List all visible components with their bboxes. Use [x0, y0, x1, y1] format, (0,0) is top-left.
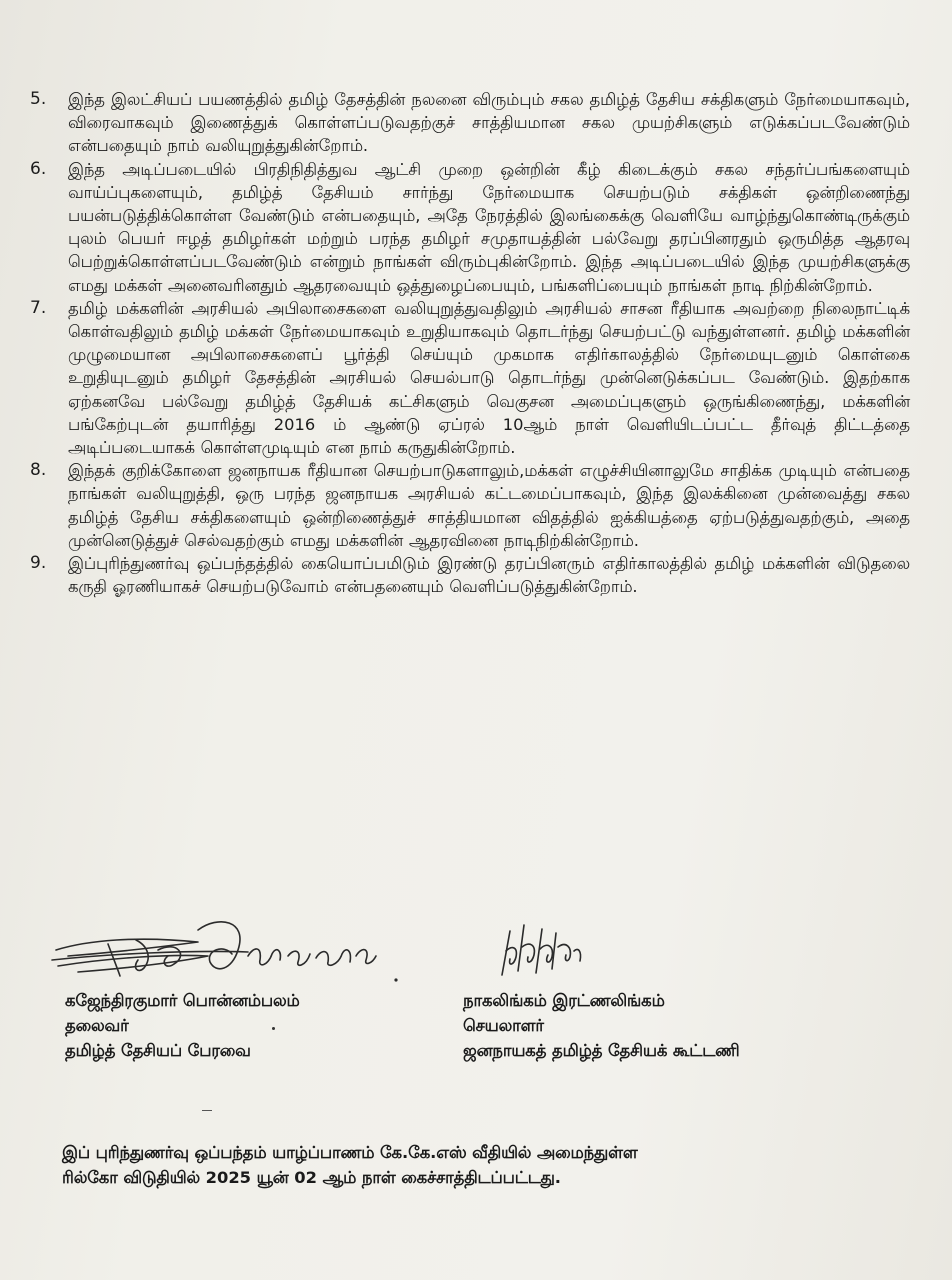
clause-number: 7.	[30, 297, 47, 318]
clause-item	[30, 552, 910, 598]
clause-number: 8.	[30, 460, 47, 481]
clause-item	[30, 158, 910, 297]
left-signatory-role: தலைவர்	[65, 1016, 129, 1035]
right-signature-image	[494, 917, 586, 983]
signature-section	[0, 905, 952, 1085]
right-signatory-role: செயலாளர்	[463, 1016, 544, 1035]
left-signatory-name: கஜேந்திரகுமார் பொன்னம்பலம்	[65, 991, 300, 1010]
clause-text: இந்தக் குறிக்கோளை ஜனநாயக ரீதியான செயற்பாடுகளாலும்,மக்கள் எழுச்சியினாலுமே சாதிக்க முடியும் என்பதை நாங்கள் வலியுறுத்தி, ஒரு பரந்த ஜனநாயக அரசியல் கட்டமைப்பாகவும், இந்த இலக்கினை முன்வைத்து சகல தமிழ்த் தேசிய சக்திகளையும் ஒன்றிணைத்துச் சாத்தியமான விதத்தில் ஐக்கியத்தை ஏற்படுத்துவதற்கும், அதை முன்னெடுத்துச் செல்வதற்கும் எமது மக்களின் ஆதரவினை நாடிநிற்கின்றோம்.	[68, 461, 910, 550]
right-signatory-organization: ஜனநாயகத் தமிழ்த் தேசியக் கூட்டணி	[463, 1041, 740, 1060]
clause-text: இப்புரிந்துணர்வு ஒப்பந்தத்தில் கையொப்பமிடும் இரண்டு தரப்பினரும் எதிர்காலத்தில் தமிழ் மக்களின் விடுதலை கருதி ஓரணியாகச் செயற்படுவோம் என்பதனையும் வெளிப்படுத்துகின்றோம்.	[68, 554, 910, 597]
clause-text: இந்த இலட்சியப் பயணத்தில் தமிழ் தேசத்தின் நலனை விரும்பும் சகல தமிழ்த் தேசிய சக்திகளும் நேர்மையாகவும், விரைவாகவும் இணைத்துக் கொள்ளப்படுவதற்குச் சாத்தியமான சகல முயற்சிகளும் எடுக்கப்படவேண்டும் என்பதையும் நாம் வலியுறுத்துகின்றோம்.	[68, 90, 910, 156]
clause-number: 9.	[30, 553, 47, 574]
left-signatory-organization: தமிழ்த் தேசியப் பேரவை	[65, 1041, 251, 1060]
clause-item	[30, 297, 910, 459]
right-signatory	[463, 988, 739, 1063]
stray-mark	[272, 1027, 275, 1030]
left-signature-image	[48, 910, 408, 990]
left-signatory	[65, 988, 300, 1063]
clause-text: இந்த அடிப்படையில் பிரதிநிதித்துவ ஆட்சி முறை ஒன்றின் கீழ் கிடைக்கும் சகல சந்தர்ப்பங்களையும் வாய்ப்புகளையும், தமிழ்த் தேசியம் சார்ந்து நேர்மையாக செயற்படும் சக்திகள் ஒன்றிணைந்து பயன்படுத்திக்கொள்ள வேண்டும் என்பதையும், அதே நேரத்தில் இலங்கைக்கு வெளியே வாழ்ந்துகொண்டிருக்கும் புலம் பெயர் ஈழத் தமிழர்கள் மற்றும் பரந்த தமிழர் சமுதாயத்தின் பல்வேறு தரப்பினரதும் ஒருமித்த ஆதரவு பெற்றுக்கொள்ளப்படவேண்டும் என்றும் நாங்கள் விரும்புகின்றோம். இந்த அடிப்படையில் இந்த முயற்சிகளுக்கு எமது மக்கள் அனைவரினதும் ஆதரவையும் ஒத்துழைப்பையும், பங்களிப்பையும் நாங்கள் நாடி நிற்கின்றோம்.	[68, 159, 910, 295]
right-signatory-name: நாகலிங்கம் இரட்ணலிங்கம்	[463, 991, 665, 1010]
clause-list	[30, 88, 910, 598]
signing-note	[62, 1140, 862, 1190]
clause-number: 5.	[30, 89, 47, 109]
signing-note-line-1: இப் புரிந்துணர்வு ஒப்பந்தம் யாழ்ப்பாணம் கே.கே.எஸ் வீதியில் அமைந்துள்ள	[62, 1143, 638, 1162]
clause-item	[30, 88, 910, 158]
clause-item	[30, 459, 910, 552]
stray-dash	[202, 1110, 212, 1111]
signing-note-line-2: ரில்கோ விடுதியில் 2025 யூன் 02 ஆம் நாள் கைச்சாத்திடப்பட்டது.	[62, 1168, 561, 1187]
clause-text: தமிழ் மக்களின் அரசியல் அபிலாசைகளை வலியுறுத்துவதிலும் அரசியல் சாசன ரீதியாக அவற்றை நிலைநாட்டிக் கொள்வதிலும் தமிழ் மக்கள் நேர்மையாகவும் உறுதியாகவும் தொடர்ந்து செயற்பட்டு வந்துள்ளனர். தமிழ் மக்களின் முழுமையான அபிலாசைகளைப் பூர்த்தி செய்யும் முகமாக எதிர்காலத்தில் நேர்மையுடனும் கொள்கை உறுதியுடனும் தமிழர் தேசத்தின் அரசியல் செயல்பாடு தொடர்ந்து முன்னெடுக்கப்பட வேண்டும். இதற்காக ஏற்கனவே பல்வேறு தமிழ்த் தேசியக் கட்சிகளும் வெகுசன அமைப்புகளும் ஒருங்கிணைந்து, மக்களின் பங்கேற்புடன் தயாரித்து 2016 ம் ஆண்டு ஏப்ரல் 10ஆம் நாள் வெளியிடப்பட்ட தீர்வுத் திட்டத்தை அடிப்படையாகக் கொள்ளமுடியும் என நாம் கருதுகின்றோம்.	[68, 298, 910, 458]
clause-number: 6.	[30, 158, 47, 179]
